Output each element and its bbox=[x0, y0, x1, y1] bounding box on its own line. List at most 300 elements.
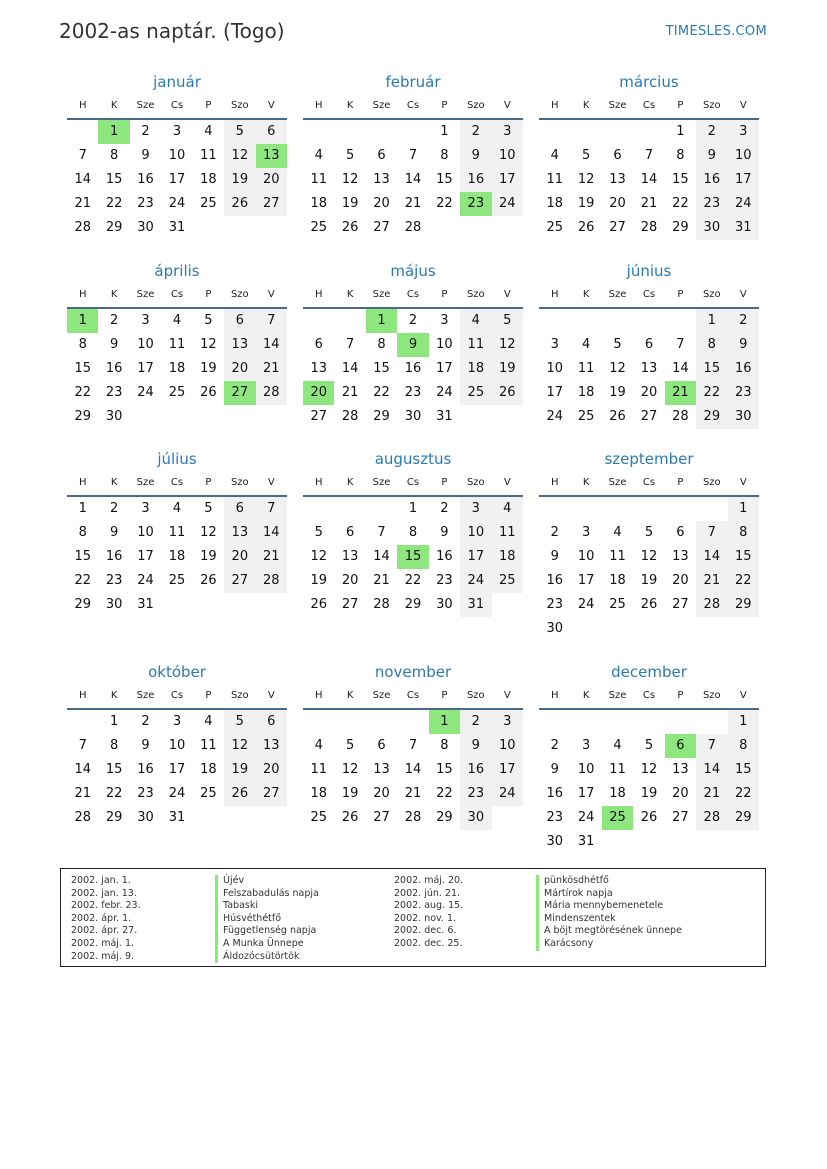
day-cell: 6 bbox=[256, 710, 287, 734]
day-grid bbox=[67, 497, 287, 617]
empty-cell bbox=[334, 497, 365, 521]
day-cell: 13 bbox=[672, 549, 689, 564]
day-cell: 9 bbox=[109, 337, 119, 352]
day-cell: 7 bbox=[676, 337, 685, 352]
day-cell: 11 bbox=[577, 361, 595, 376]
day-cell: 7 bbox=[696, 734, 727, 758]
month-block bbox=[539, 447, 759, 641]
day-cell: 5 bbox=[644, 525, 654, 540]
day-cell: 25 bbox=[200, 196, 217, 211]
day-cell: 18 bbox=[310, 786, 327, 801]
day-cell: 24 bbox=[137, 385, 154, 400]
empty-cell bbox=[161, 593, 192, 617]
empty-cell bbox=[193, 216, 224, 240]
month-block bbox=[67, 447, 287, 617]
day-cell: 10 bbox=[492, 734, 523, 758]
day-cell: 16 bbox=[436, 549, 453, 564]
day-cell: 3 bbox=[172, 124, 182, 139]
legend-entry: A böjt megtörésének ünnepe bbox=[536, 925, 682, 938]
day-cell: 22 bbox=[404, 573, 422, 588]
day-cell: 25 bbox=[460, 381, 491, 405]
day-cell: 28 bbox=[256, 381, 287, 405]
day-cell: 20 bbox=[609, 196, 626, 211]
day-cell: 5 bbox=[345, 738, 355, 753]
empty-cell bbox=[366, 120, 397, 144]
legend-entry: 2002. dec. 6. bbox=[394, 925, 457, 937]
day-cell: 5 bbox=[345, 148, 355, 163]
day-cell: 30 bbox=[460, 806, 491, 830]
day-cell: 29 bbox=[373, 409, 390, 424]
day-cell: 22 bbox=[74, 385, 91, 400]
month-name: június bbox=[626, 262, 672, 280]
day-cell: 27 bbox=[373, 220, 390, 235]
day-cell: 13 bbox=[224, 333, 255, 357]
day-cell: 4 bbox=[204, 124, 213, 139]
day-cell: 4 bbox=[204, 714, 213, 729]
day-cell: 12 bbox=[609, 361, 626, 376]
day-cell: 17 bbox=[168, 762, 186, 777]
day-cell: 31 bbox=[436, 409, 453, 424]
day-cell: 7 bbox=[408, 738, 418, 753]
day-cell: 4 bbox=[172, 313, 182, 328]
day-cell: 26 bbox=[224, 192, 255, 216]
day-cell: 5 bbox=[224, 120, 255, 144]
legend-entry: Karácsony bbox=[536, 938, 682, 951]
day-cell: 25 bbox=[602, 806, 633, 830]
month-name: szeptember bbox=[604, 450, 694, 468]
day-cell: 20 bbox=[373, 786, 390, 801]
day-grid bbox=[539, 497, 759, 641]
empty-cell bbox=[539, 309, 570, 333]
weekday-header bbox=[539, 283, 759, 309]
day-cell: 21 bbox=[256, 545, 287, 569]
weekday-label: K bbox=[346, 100, 354, 111]
day-cell: 3 bbox=[141, 501, 150, 516]
weekday-label: H bbox=[78, 289, 87, 300]
day-cell: 10 bbox=[492, 144, 523, 168]
day-cell: 29 bbox=[404, 597, 422, 612]
day-cell: 21 bbox=[404, 196, 422, 211]
empty-cell bbox=[366, 710, 397, 734]
weekday-label: P bbox=[677, 100, 684, 111]
empty-cell bbox=[728, 830, 759, 854]
day-cell: 3 bbox=[492, 710, 523, 734]
weekday-label: P bbox=[677, 690, 684, 701]
day-cell: 3 bbox=[492, 120, 523, 144]
legend-entry: A Munka Ünnepe bbox=[215, 938, 319, 951]
empty-cell bbox=[665, 710, 696, 734]
weekday-header bbox=[67, 94, 287, 120]
day-cell: 9 bbox=[397, 333, 428, 357]
day-cell: 4 bbox=[492, 497, 523, 521]
day-cell: 2 bbox=[408, 313, 418, 328]
weekday-header bbox=[303, 684, 523, 710]
day-cell: 26 bbox=[200, 573, 217, 588]
month-block bbox=[303, 447, 523, 617]
day-cell: 10 bbox=[546, 361, 563, 376]
month-name: május bbox=[390, 262, 436, 280]
day-cell: 30 bbox=[546, 621, 563, 636]
weekday-label: P bbox=[205, 100, 212, 111]
legend-entry: Tabaski bbox=[215, 900, 319, 913]
day-cell: 3 bbox=[728, 120, 759, 144]
day-cell: 23 bbox=[696, 192, 727, 216]
day-cell: 3 bbox=[172, 714, 182, 729]
empty-cell bbox=[633, 497, 664, 521]
day-cell: 10 bbox=[137, 337, 154, 352]
month-name: január bbox=[153, 73, 201, 91]
weekday-label: H bbox=[550, 477, 559, 488]
day-cell: 20 bbox=[341, 573, 359, 588]
day-cell: 19 bbox=[310, 573, 327, 588]
day-cell: 23 bbox=[137, 786, 154, 801]
empty-cell bbox=[429, 216, 460, 240]
day-cell: 17 bbox=[137, 361, 154, 376]
day-cell: 15 bbox=[74, 549, 91, 564]
month-block bbox=[67, 259, 287, 429]
day-cell: 5 bbox=[204, 313, 213, 328]
day-cell: 10 bbox=[577, 762, 595, 777]
day-cell: 7 bbox=[78, 148, 87, 163]
day-cell: 24 bbox=[546, 409, 563, 424]
weekday-label: Szo bbox=[702, 690, 721, 701]
empty-cell bbox=[366, 497, 397, 521]
month-name: november bbox=[374, 663, 452, 681]
day-cell: 27 bbox=[224, 569, 255, 593]
day-cell: 29 bbox=[696, 405, 727, 429]
day-cell: 4 bbox=[172, 501, 182, 516]
day-cell: 15 bbox=[436, 172, 453, 187]
weekday-label: Szo bbox=[230, 100, 249, 111]
weekday-label: H bbox=[550, 100, 559, 111]
day-cell: 24 bbox=[436, 385, 453, 400]
day-cell: 23 bbox=[105, 573, 123, 588]
day-cell: 3 bbox=[141, 313, 150, 328]
day-cell: 13 bbox=[224, 521, 255, 545]
day-cell: 11 bbox=[609, 549, 626, 564]
day-cell: 21 bbox=[341, 385, 359, 400]
day-cell: 13 bbox=[256, 144, 287, 168]
day-cell: 8 bbox=[676, 148, 685, 163]
day-cell: 4 bbox=[314, 148, 323, 163]
day-cell: 19 bbox=[492, 357, 523, 381]
day-cell: 30 bbox=[696, 216, 727, 240]
day-cell: 19 bbox=[341, 786, 359, 801]
empty-cell bbox=[696, 497, 727, 521]
day-cell: 6 bbox=[345, 525, 355, 540]
day-cell: 24 bbox=[168, 786, 186, 801]
weekday-label: K bbox=[110, 477, 118, 488]
empty-cell bbox=[397, 120, 428, 144]
weekday-label: P bbox=[441, 289, 448, 300]
day-cell: 22 bbox=[728, 782, 759, 806]
weekday-label: Szo bbox=[466, 690, 485, 701]
day-cell: 1 bbox=[67, 309, 98, 333]
empty-cell bbox=[130, 405, 161, 429]
day-cell: 30 bbox=[546, 834, 563, 849]
weekday-header bbox=[303, 94, 523, 120]
day-cell: 25 bbox=[609, 597, 626, 612]
day-cell: 8 bbox=[440, 148, 449, 163]
weekday-label: V bbox=[739, 100, 747, 111]
weekday-label: Cs bbox=[642, 100, 656, 111]
day-cell: 15 bbox=[672, 172, 689, 187]
day-cell: 29 bbox=[672, 220, 689, 235]
day-cell: 16 bbox=[137, 172, 154, 187]
weekday-label: P bbox=[441, 100, 448, 111]
weekday-label: K bbox=[110, 289, 118, 300]
day-cell: 14 bbox=[696, 758, 727, 782]
weekday-label: V bbox=[267, 477, 275, 488]
day-cell: 20 bbox=[373, 196, 390, 211]
day-cell: 1 bbox=[109, 714, 119, 729]
empty-cell bbox=[570, 497, 601, 521]
empty-cell bbox=[67, 710, 98, 734]
day-cell: 27 bbox=[256, 782, 287, 806]
day-cell: 15 bbox=[436, 762, 453, 777]
weekday-label: H bbox=[314, 690, 323, 701]
day-cell: 4 bbox=[314, 738, 323, 753]
day-cell: 6 bbox=[224, 497, 255, 521]
day-cell: 16 bbox=[696, 168, 727, 192]
day-cell: 14 bbox=[341, 361, 359, 376]
day-cell: 1 bbox=[728, 497, 759, 521]
day-cell: 28 bbox=[74, 810, 91, 825]
day-cell: 26 bbox=[609, 409, 626, 424]
weekday-label: Cs bbox=[406, 289, 420, 300]
weekday-label: Szo bbox=[466, 477, 485, 488]
empty-cell bbox=[303, 120, 334, 144]
day-cell: 30 bbox=[404, 409, 422, 424]
day-cell: 18 bbox=[492, 545, 523, 569]
weekday-label: Sze bbox=[372, 289, 391, 300]
day-cell: 2 bbox=[141, 124, 150, 139]
empty-cell bbox=[161, 405, 192, 429]
empty-cell bbox=[224, 216, 255, 240]
empty-cell bbox=[492, 806, 523, 830]
day-cell: 26 bbox=[577, 220, 595, 235]
day-cell: 19 bbox=[609, 385, 626, 400]
day-cell: 15 bbox=[397, 545, 428, 569]
day-grid bbox=[539, 120, 759, 240]
day-cell: 14 bbox=[696, 545, 727, 569]
day-cell: 27 bbox=[256, 192, 287, 216]
day-cell: 28 bbox=[696, 806, 727, 830]
day-cell: 6 bbox=[256, 120, 287, 144]
weekday-label: V bbox=[267, 100, 275, 111]
day-cell: 9 bbox=[550, 549, 559, 564]
day-cell: 22 bbox=[373, 385, 390, 400]
day-cell: 13 bbox=[373, 172, 390, 187]
day-cell: 25 bbox=[200, 786, 217, 801]
day-cell: 14 bbox=[373, 549, 390, 564]
empty-cell bbox=[602, 710, 633, 734]
day-cell: 26 bbox=[200, 385, 217, 400]
weekday-header bbox=[539, 94, 759, 120]
day-cell: 31 bbox=[577, 834, 595, 849]
empty-cell bbox=[570, 710, 601, 734]
weekday-header bbox=[539, 684, 759, 710]
empty-cell bbox=[460, 216, 491, 240]
day-cell: 8 bbox=[377, 337, 386, 352]
day-cell: 18 bbox=[168, 361, 186, 376]
empty-cell bbox=[665, 617, 696, 641]
legend-entry: 2002. ápr. 27. bbox=[71, 925, 138, 937]
weekday-label: Cs bbox=[406, 690, 420, 701]
day-cell: 14 bbox=[256, 333, 287, 357]
empty-cell bbox=[224, 405, 255, 429]
empty-cell bbox=[602, 120, 633, 144]
day-cell: 28 bbox=[404, 810, 422, 825]
day-cell: 21 bbox=[696, 782, 727, 806]
day-cell: 25 bbox=[546, 220, 563, 235]
day-cell: 28 bbox=[74, 220, 91, 235]
day-cell: 7 bbox=[377, 525, 386, 540]
day-cell: 11 bbox=[609, 762, 626, 777]
empty-cell bbox=[256, 806, 287, 830]
day-cell: 28 bbox=[640, 220, 658, 235]
weekday-label: Sze bbox=[608, 289, 627, 300]
day-grid bbox=[67, 309, 287, 429]
day-cell: 3 bbox=[581, 738, 591, 753]
day-cell: 31 bbox=[168, 220, 186, 235]
holiday-legend bbox=[60, 868, 766, 967]
day-cell: 26 bbox=[341, 220, 359, 235]
day-cell: 24 bbox=[728, 192, 759, 216]
empty-cell bbox=[492, 593, 523, 617]
day-cell: 3 bbox=[581, 525, 591, 540]
day-cell: 24 bbox=[460, 569, 491, 593]
legend-names-col2 bbox=[536, 875, 682, 951]
brand-link[interactable]: TIMESLES.COM bbox=[665, 24, 767, 39]
day-cell: 23 bbox=[546, 810, 563, 825]
weekday-label: V bbox=[267, 690, 275, 701]
day-cell: 2 bbox=[550, 525, 559, 540]
day-cell: 4 bbox=[613, 525, 622, 540]
day-cell: 17 bbox=[436, 361, 453, 376]
day-cell: 23 bbox=[436, 573, 453, 588]
empty-cell bbox=[334, 120, 365, 144]
day-cell: 21 bbox=[74, 786, 91, 801]
weekday-label: K bbox=[346, 477, 354, 488]
day-cell: 20 bbox=[256, 168, 287, 192]
empty-cell bbox=[539, 497, 570, 521]
day-cell: 27 bbox=[672, 810, 689, 825]
page-title: 2002-as naptár. (Togo) bbox=[59, 19, 285, 43]
weekday-label: K bbox=[582, 100, 590, 111]
empty-cell bbox=[696, 710, 727, 734]
day-cell: 13 bbox=[640, 361, 658, 376]
legend-entry: 2002. máj. 20. bbox=[394, 875, 464, 886]
month-name: augusztus bbox=[374, 450, 452, 468]
day-cell: 13 bbox=[256, 734, 287, 758]
day-cell: 16 bbox=[105, 549, 123, 564]
day-cell: 30 bbox=[105, 409, 123, 424]
empty-cell bbox=[193, 806, 224, 830]
weekday-label: Sze bbox=[136, 477, 155, 488]
month-name: április bbox=[154, 262, 200, 280]
day-cell: 29 bbox=[728, 806, 759, 830]
day-grid bbox=[303, 710, 523, 830]
day-cell: 26 bbox=[341, 810, 359, 825]
empty-cell bbox=[633, 830, 664, 854]
empty-cell bbox=[334, 309, 365, 333]
weekday-label: Cs bbox=[170, 289, 184, 300]
empty-cell bbox=[633, 617, 664, 641]
day-cell: 10 bbox=[577, 549, 595, 564]
day-cell: 22 bbox=[436, 196, 453, 211]
weekday-label: Sze bbox=[372, 690, 391, 701]
month-block bbox=[539, 259, 759, 429]
empty-cell bbox=[665, 309, 696, 333]
month-name: október bbox=[148, 663, 206, 681]
weekday-label: Sze bbox=[136, 690, 155, 701]
legend-entry: 2002. jún. 21. bbox=[394, 887, 461, 899]
day-cell: 18 bbox=[546, 196, 563, 211]
weekday-label: Sze bbox=[372, 100, 391, 111]
day-cell: 2 bbox=[728, 309, 759, 333]
weekday-label: V bbox=[267, 289, 275, 300]
day-cell: 28 bbox=[373, 597, 390, 612]
day-cell: 24 bbox=[492, 782, 523, 806]
day-cell: 29 bbox=[436, 810, 453, 825]
weekday-label: K bbox=[582, 289, 590, 300]
weekday-label: P bbox=[205, 289, 212, 300]
day-cell: 20 bbox=[672, 573, 689, 588]
day-cell: 11 bbox=[200, 738, 217, 753]
weekday-label: K bbox=[110, 100, 118, 111]
day-cell: 17 bbox=[728, 168, 759, 192]
day-cell: 22 bbox=[74, 573, 91, 588]
day-cell: 26 bbox=[640, 597, 658, 612]
empty-cell bbox=[397, 710, 428, 734]
empty-cell bbox=[728, 617, 759, 641]
weekday-label: V bbox=[503, 477, 511, 488]
weekday-label: H bbox=[78, 690, 87, 701]
day-cell: 7 bbox=[644, 148, 654, 163]
day-cell: 11 bbox=[492, 521, 523, 545]
empty-cell bbox=[602, 309, 633, 333]
day-cell: 22 bbox=[105, 196, 123, 211]
legend-entry: 2002. aug. 15. bbox=[394, 900, 464, 912]
legend-entry: 2002. jan. 13. bbox=[71, 887, 137, 899]
day-cell: 5 bbox=[581, 148, 591, 163]
day-cell: 17 bbox=[546, 385, 563, 400]
weekday-header bbox=[303, 471, 523, 497]
day-cell: 11 bbox=[310, 762, 327, 777]
day-cell: 17 bbox=[577, 786, 595, 801]
weekday-label: P bbox=[677, 477, 684, 488]
weekday-label: Cs bbox=[406, 100, 420, 111]
legend-entry: Húsvéthétfő bbox=[215, 913, 319, 926]
day-grid bbox=[303, 309, 523, 429]
day-cell: 16 bbox=[728, 357, 759, 381]
day-cell: 12 bbox=[640, 549, 658, 564]
day-cell: 1 bbox=[440, 124, 449, 139]
legend-entry: Mártírok napja bbox=[536, 888, 682, 901]
weekday-label: Szo bbox=[230, 690, 249, 701]
day-cell: 11 bbox=[460, 333, 491, 357]
day-cell: 21 bbox=[696, 569, 727, 593]
day-cell: 7 bbox=[696, 521, 727, 545]
day-cell: 4 bbox=[613, 738, 622, 753]
day-cell: 23 bbox=[546, 597, 563, 612]
day-cell: 21 bbox=[665, 381, 696, 405]
day-grid bbox=[539, 710, 759, 854]
month-name: március bbox=[619, 73, 679, 91]
legend-entry: pünkösdhétfő bbox=[536, 875, 682, 888]
weekday-label: Sze bbox=[136, 100, 155, 111]
